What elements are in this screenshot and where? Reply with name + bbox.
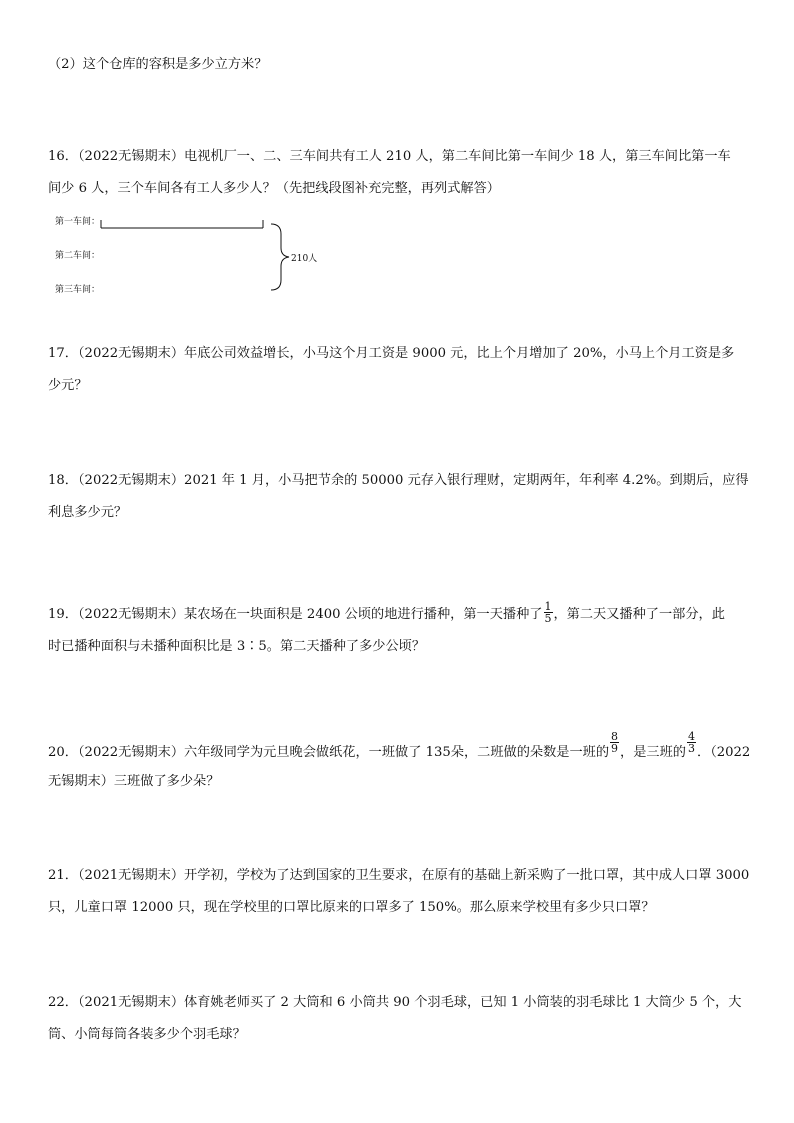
fraction-denominator: 9 (611, 742, 619, 755)
question-20-text-c: ．（2022 (696, 745, 751, 760)
fraction-numerator: 4 (687, 730, 695, 743)
question-19-line-1 (48, 600, 725, 626)
fraction-denominator: 3 (687, 742, 695, 755)
question-17-line-1: 17．（2022无锡期末）年底公司效益增长，小马这个月工资是 9000 元，比上个月增加了 20%，小马上个月工资是多 (48, 346, 735, 361)
segment-label-workshop-2: 第二车间： (55, 251, 101, 261)
question-18-line-2: 利息多少元？ (48, 505, 128, 520)
question-22-line-2: 筒、小筒每筒各装多少个羽毛球？ (48, 1027, 246, 1042)
workshop-1-segment (101, 220, 263, 228)
question-20-text-a: 20．（2022无锡期末）六年级同学为元旦晚会做纸花，一班做了 135朵，二班做的朵数是一班的 (48, 745, 610, 760)
question-21-line-1: 21．（2021无锡期末）开学初，学校为了达到国家的卫生要求，在原有的基础上新采购了一批口罩，其中成人口罩 3000 (48, 868, 750, 883)
segment-label-workshop-1: 第一车间： (55, 217, 101, 227)
question-16-line-2: 间少 6 人，三个车间各有工人多少人？（先把线段图补充完整，再列式解答） (48, 181, 500, 196)
question-15-part-2: （2）这个仓库的容积是多少立方米？ (48, 57, 268, 72)
question-18-line-1: 18．（2022无锡期末）2021 年 1 月，小马把节余的 50000 元存入银行理财，定期两年，年利率 4.2%。到期后，应得 (48, 473, 749, 488)
total-brace (271, 224, 289, 290)
question-20-line-2: 无锡期末）三班做了多少朵？ (48, 774, 220, 789)
fraction-numerator: 1 (544, 600, 552, 613)
question-17-line-2: 少元？ (48, 378, 88, 393)
question-19-line-2: 时已播种面积与未播种面积比是 3∶5。第二天播种了多少公顷？ (48, 639, 426, 654)
question-19-text-a: 19．（2022无锡期末）某农场在一块面积是 2400 公顷的地进行播种，第一天播种了 (48, 607, 543, 622)
question-20-text-b: ，是三班的 (620, 745, 686, 760)
fraction-four-thirds (687, 731, 696, 754)
fraction-numerator: 8 (611, 730, 619, 743)
question-19-text-b: ，第二天又播种了一部分，此 (553, 607, 725, 622)
question-21-line-2: 只，儿童口罩 12000 只，现在学校里的口罩比原来的口罩多了 150%。那么原来学校里有多少只口罩？ (48, 900, 655, 915)
fraction-eight-ninths (610, 731, 619, 754)
total-label: 210人 (291, 254, 318, 264)
question-22-line-1: 22．（2021无锡期末）体育姚老师买了 2 大筒和 6 小筒共 90 个羽毛球，已知 1 小筒装的羽毛球比 1 大筒少 5 个，大 (48, 995, 742, 1010)
question-16-line-1: 16．（2022无锡期末）电视机厂一、二、三车间共有工人 210 人，第二车间比第一车间少 18 人，第三车间比第一车 (48, 149, 731, 164)
segment-label-workshop-3: 第三车间： (55, 285, 101, 295)
question-20-line-1 (48, 730, 751, 764)
fraction-one-fifth (544, 601, 553, 624)
fraction-denominator: 5 (544, 612, 552, 625)
